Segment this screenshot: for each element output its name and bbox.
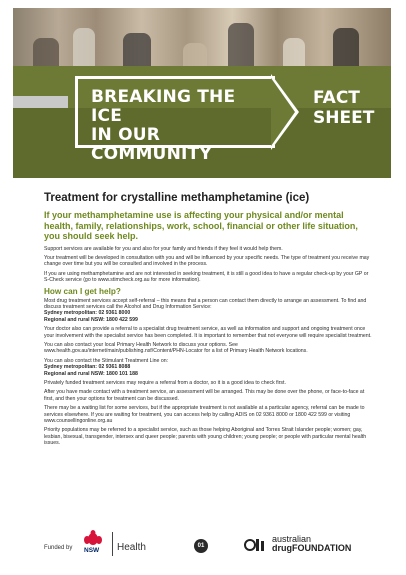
funded-by-label: Funded by [44,545,73,551]
paragraph: Support services are available for you and also for your family and friends if they feel it would help them. [44,245,283,252]
nsw-logo-text: NSW [84,547,100,554]
main-content [44,192,374,450]
adf-logo-icon [244,536,268,554]
footer-divider [112,532,113,556]
paragraph: You can also contact the Stimulant Treatment Line on: Sydney metropolitan: 02 9361 8088 Regional and rural NSW: 1800 101 188 [44,357,169,377]
footer [44,530,379,560]
header-banner [13,8,391,178]
paragraph: Priority populations may be referred to a specialist service, such as those helping Aboriginal and Torres Strait Islander people; women; gay, lesbian, bisexual, transgender, intersex and queer people; parents with young children; young people; or people with particular mental health issues. [44,427,367,447]
paragraph: Privately funded treatment services may require a referral from a doctor, so it is a good idea to check first. [44,380,286,386]
adf-text-line2: drugFOUNDATION [272,543,352,553]
paragraph: There may be a waiting list for some services, but if the appropriate treatment is not available at a particular agency, referral can be made to services elsewhere. If you are waiting for treatment, you can access help by calling ADIS on 02 9361 8000 or 1800 422 599 or visiting www.counsellingonline.org.au [44,405,365,425]
paragraph: After you have made contact with a treatment service, an assessment will be arranged. This may be done over the phone, or face-to-face at first, and then your options for treatment can be discussed. [44,389,365,402]
paragraph: Your doctor also can provide a referral to a specialist drug treatment service, as well as information and support and ongoing treatment once your involvement with the specialist service has been completed. It is important to remember that not everyone will require specialist treatment. [44,326,372,339]
section-heading: How can I get help? [44,286,121,296]
paragraph: You can also contact your local Primary Health Network to discuss your options. See www.health.gov.au/internet/main/publishing.nsf/Content/PHN-Locator for a list of Primary Health Network locations. [44,341,308,355]
paragraph: Your treatment will be developed in consultation with you and will be influenced by your specific needs. The type of treatment you receive may change over time but you will be consulted and involved in the process. [44,254,370,268]
page-title: Treatment for crystalline methamphetamine (ice) [44,192,310,204]
stl-sydney: Sydney metropolitan: 02 9361 8088 [44,364,131,371]
adis-regional: Regional and rural NSW: 1800 422 599 [44,316,138,323]
paragraph: Most drug treatment services accept self-referral – this means that a person can contact them directly to arrange an assessment. To find and discuss treatment services call the Alcohol and Drug Information Service: Sydney metropolitan: 02 9361 8000 Regional and rural NSW: 1800 422 599 [44,297,367,323]
page-number-badge: 01 [194,539,208,553]
banner-title: BREAKING THE ICE IN OUR COMMUNITY [91,87,236,164]
lead-paragraph: If your methamphetamine use is affecting your physical and/or mental health, family, relationships, work, school, financial or other life situation, you should seek help. [44,210,358,241]
adis-sydney: Sydney metropolitan: 02 9361 8000 [44,310,131,317]
stl-regional: Regional and rural NSW: 1800 101 188 [44,370,138,377]
adf-text-line1: australian [272,534,312,544]
health-label: Health [117,542,146,553]
fact-sheet-label: FACT SHEET [313,88,375,128]
paragraph: If you are using methamphetamine and are not interested in seeking treatment, it is still a good idea to have a regular check-up by your GP or S-Check service (go to www.stimcheck.org.au for more information). [44,270,369,284]
waratah-icon [82,530,104,546]
